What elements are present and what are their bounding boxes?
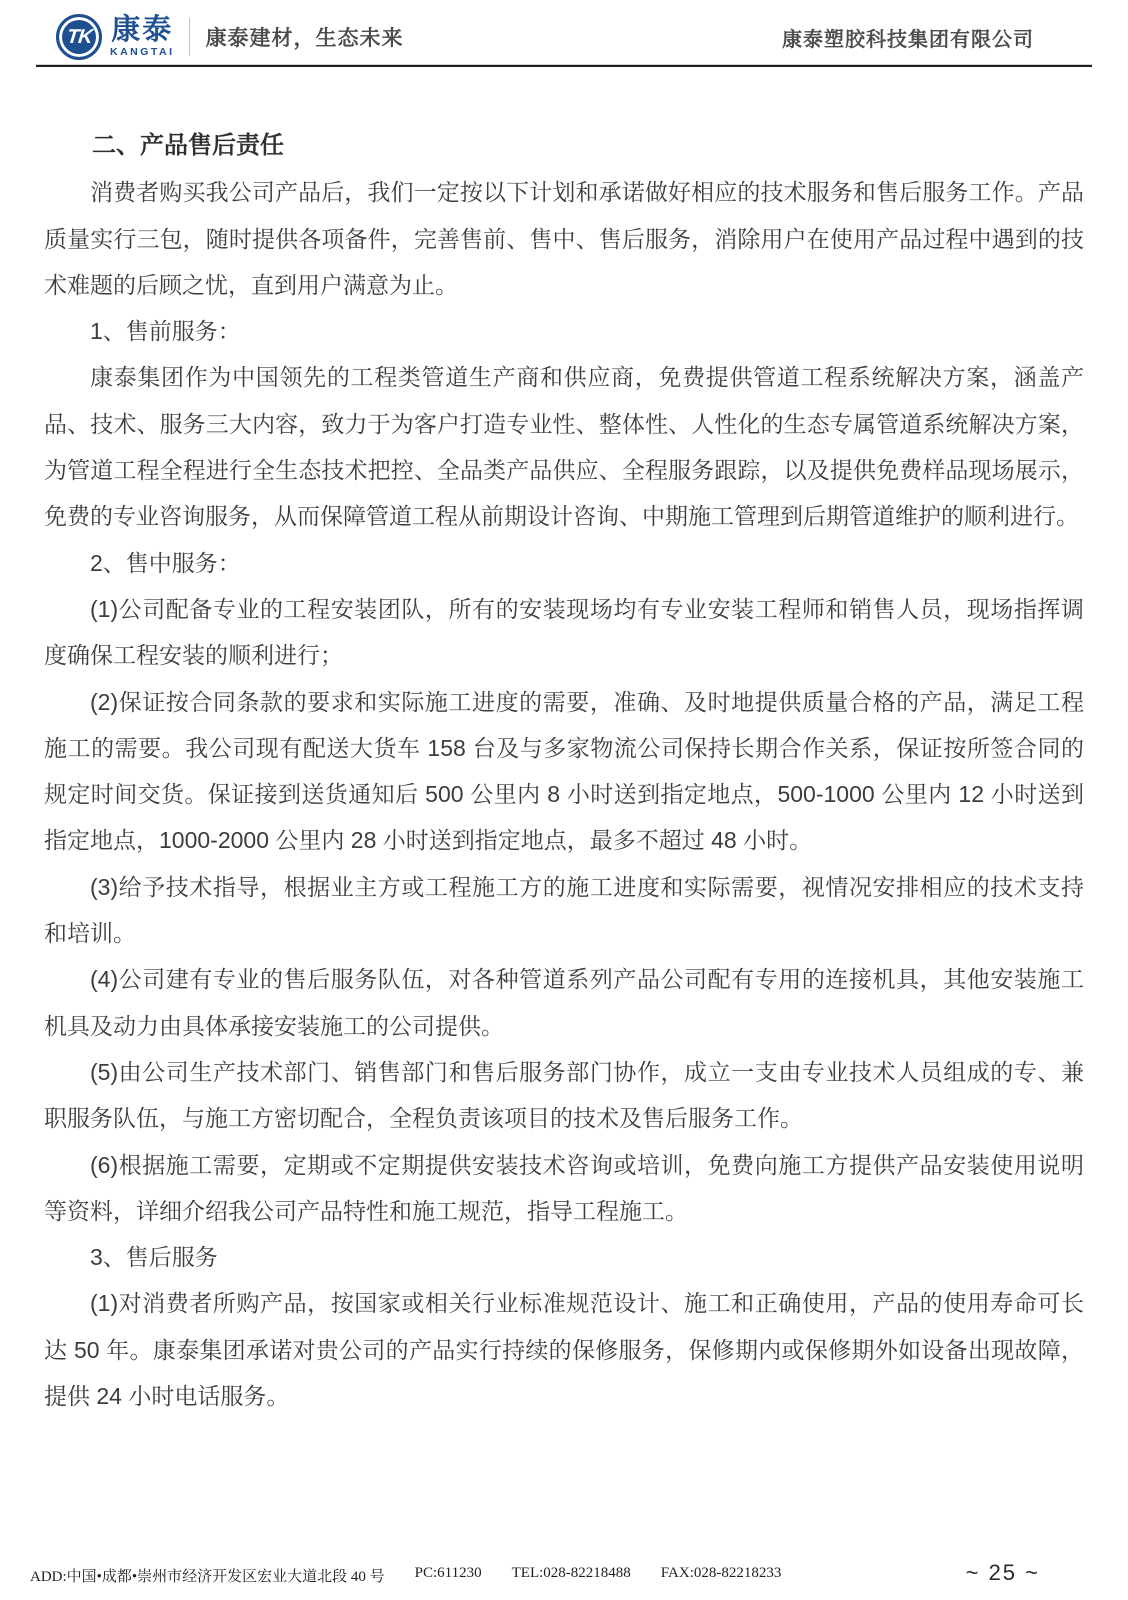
paragraph-in-sale-1: (1)公司配备专业的工程安装团队，所有的安装现场均有专业安装工程师和销售人员，现场指挥调度确保工程安装的顺利进行； xyxy=(44,595,1084,669)
logo-wordmark xyxy=(110,16,175,58)
kangtai-logo-icon xyxy=(56,14,102,60)
header-company-name: 康泰塑胶科技集团有限公司 xyxy=(782,28,1034,51)
footer-address: ADD:中国•成都•崇州市经济开发区宏业大道北段 40 号 xyxy=(30,1569,385,1585)
logo-brand-cn: 康泰 xyxy=(111,14,174,47)
header-vertical-divider xyxy=(189,18,190,56)
section-title: 二、产品售后责任 xyxy=(92,132,284,159)
heading-in-sale-service: 2、售中服务： xyxy=(90,549,241,576)
document-body xyxy=(0,67,1128,1419)
paragraph-in-sale-5: (5)由公司生产技术部门、销售部门和售后服务部门协作，成立一支由专业技术人员组成的专、兼职服务队伍，与施工方密切配合，全程负责该项目的技术及售后服务工作。 xyxy=(44,1058,1084,1132)
kangtai-logo xyxy=(56,14,175,60)
paragraph-in-sale-6: (6)根据施工需要，定期或不定期提供安装技术咨询或培训，免费向施工方提供产品安装使用说明等资料，详细介绍我公司产品特性和施工规范，指导工程施工。 xyxy=(44,1151,1084,1224)
logo-brand-en: KANGTAI xyxy=(110,46,175,59)
paragraph-in-sale-4: (4)公司建有专业的售后服务队伍，对各种管道系列产品公司配有专用的连接机具，其他安装施工机具及动力由具体承接安装施工的公司提供。 xyxy=(44,966,1084,1039)
heading-after-sale-service: 3、售后服务 xyxy=(90,1244,218,1271)
footer-telephone: TEL:028-82218488 xyxy=(511,1565,631,1581)
paragraph-in-sale-2: (2)保证按合同条款的要求和实际施工进度的需要，准确、及时地提供质量合格的产品，满足工程施工的需要。我公司现有配送大货车 158 台及与多家物流公司保持长期合作关系，保证按所签合同的规定时间交货。保证接到送货通知后 500 公里内 8 小时送到指定地点，500-1000 公里内 12 小时送到指定地点，1000-2000 公里内 28 小时送到指定地点，最多不超过 48 小时。 xyxy=(44,688,1084,854)
paragraph-intro: 消费者购买我公司产品后，我们一定按以下计划和承诺做好相应的技术服务和售后服务工作。产品质量实行三包，随时提供各项备件，完善售前、售中、售后服务，消除用户在使用产品过程中遇到的技术难题的后顾之忧，直到用户满意为止。 xyxy=(44,179,1084,298)
logo-monogram: TK xyxy=(65,25,93,48)
footer-postal-code: PC:611230 xyxy=(414,1565,482,1581)
heading-pre-sale-service: 1、售前服务： xyxy=(90,318,241,345)
footer-fax: FAX:028-82218233 xyxy=(660,1565,782,1581)
page-footer xyxy=(30,1560,1040,1586)
paragraph-in-sale-3: (3)给予技术指导，根据业主方或工程施工方的施工进度和实际需要，视情况安排相应的技术支持和培训。 xyxy=(44,873,1084,947)
header-tagline: 康泰建材，生态未来 xyxy=(205,27,404,50)
page-number: ~ 25 ~ xyxy=(965,1560,1040,1585)
paragraph-after-sale-1: (1)对消费者所购产品，按国家或相关行业标准规范设计、施工和正确使用，产品的使用寿命可长达 50 年。康泰集团承诺对贵公司的产品实行持续的保修服务，保修期内或保修期外如设备出现故障，提供 24 小时电话服务。 xyxy=(44,1290,1084,1410)
page-header xyxy=(0,0,1128,64)
paragraph-pre-sale: 康泰集团作为中国领先的工程类管道生产商和供应商，免费提供管道工程系统解决方案，涵盖产品、技术、服务三大内容，致力于为客户打造专业性、整体性、人性化的生态专属管道系统解决方案，为管道工程全程进行全生态技术把控、全品类产品供应、全程服务跟踪，以及提供免费样品现场展示，免费的专业咨询服务，从而保障管道工程从前期设计咨询、中期施工管理到后期管道维护的顺利进行。 xyxy=(44,364,1084,530)
footer-contact-info xyxy=(30,1565,781,1586)
